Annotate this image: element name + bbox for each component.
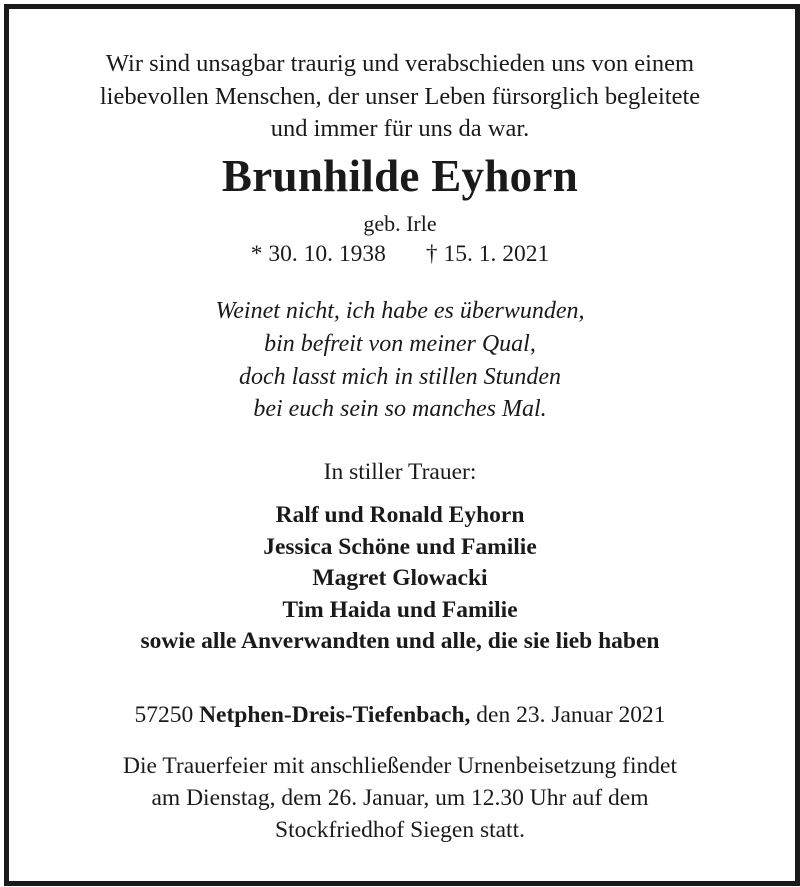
birth-name: geb. Irle xyxy=(363,211,437,236)
death-date: † 15. 1. 2021 xyxy=(425,241,550,267)
intro-line-2: liebevollen Menschen, der unser Leben fürsorglich begleitete xyxy=(99,83,701,110)
poem-line-1: Weinet nicht, ich habe es überwunden, xyxy=(215,298,585,324)
poem-line-4: bei euch sein so manches Mal. xyxy=(253,396,547,422)
life-dates xyxy=(0,241,800,268)
notice-date: den 23. Januar 2021 xyxy=(476,702,666,728)
funeral-line-1: Die Trauerfeier mit anschließender Urnenbeisetzung findet xyxy=(122,753,678,779)
poem-line-2: bin befreit von meiner Qual, xyxy=(264,331,536,357)
funeral-line-2: am Dienstag, dem 26. Januar, um 12.30 Uhr auf dem xyxy=(151,785,649,811)
mourner-2: Jessica Schöne und Familie xyxy=(263,534,537,560)
mourner-4: Tim Haida und Familie xyxy=(282,597,518,623)
intro-line-3: und immer für uns da war. xyxy=(270,115,530,142)
funeral-line-3: Stockfriedhof Siegen statt. xyxy=(275,817,525,843)
deceased-name: Brunhilde Eyhorn xyxy=(221,151,579,201)
intro-line-1: Wir sind unsagbar traurig und verabschieden uns von einem xyxy=(105,50,695,77)
postcode: 57250 xyxy=(134,702,194,728)
birth-date: * 30. 10. 1938 xyxy=(250,241,386,267)
mourning-label: In stiller Trauer: xyxy=(323,459,477,485)
mourner-1: Ralf und Ronald Eyhorn xyxy=(275,502,525,528)
poem-line-3: doch lasst mich in stillen Stunden xyxy=(239,364,561,390)
town: Netphen-Dreis-Tiefenbach, xyxy=(199,702,471,728)
place-and-date xyxy=(0,702,800,729)
mourner-3: Magret Glowacki xyxy=(312,565,488,591)
mourner-5: sowie alle Anverwandten und alle, die sie lieb haben xyxy=(140,628,660,654)
